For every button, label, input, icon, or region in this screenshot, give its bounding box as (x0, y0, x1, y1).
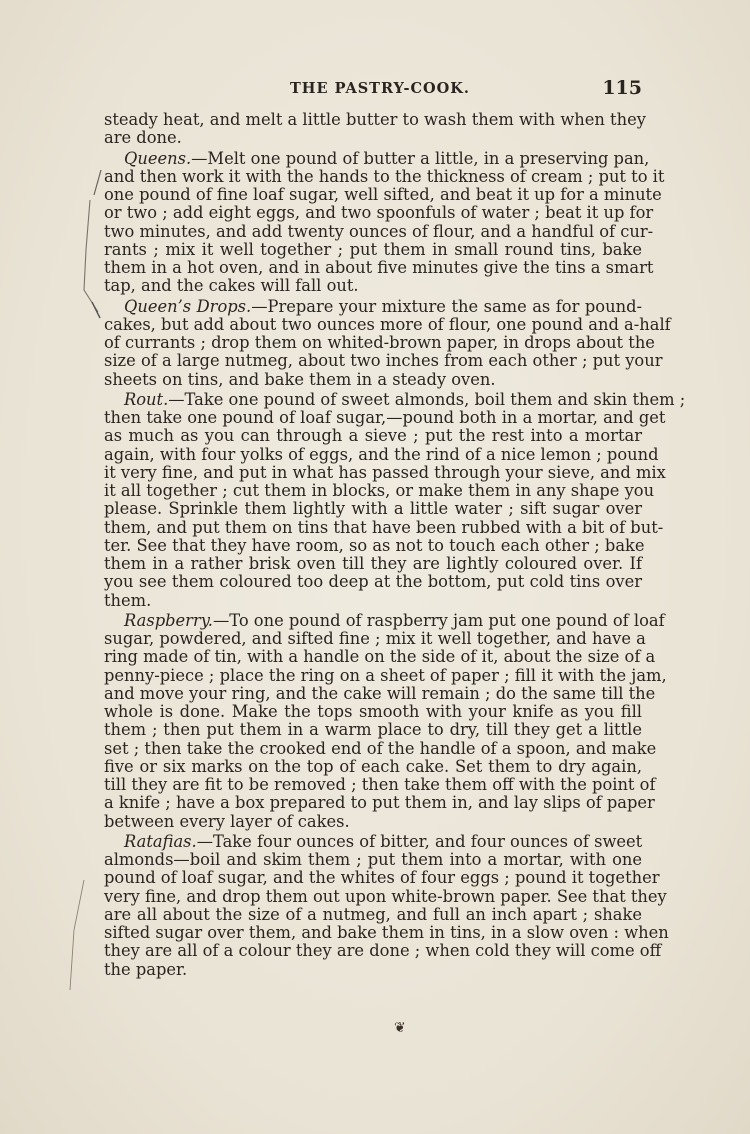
line-text: almonds—boil and skim them ; put them into a mortar, with one (104, 850, 642, 869)
line-text: they are all of a colour they are done ; when cold they will come off (104, 941, 662, 961)
text-line (104, 592, 642, 610)
text-line (104, 481, 655, 500)
line-text: two minutes, and add twenty ounces of flour, and a handful of cur- (104, 221, 654, 241)
footer-ornament: ❦ (394, 1020, 406, 1036)
text-line (104, 166, 665, 186)
paragraph (104, 148, 665, 296)
line-text: rants ; mix it well together ; put them in small round tins, bake (104, 239, 642, 259)
text-line (104, 241, 642, 259)
line-text: as much as you can through a sieve ; put the rest into a mortar (104, 426, 642, 446)
line-text: —Take one pound of sweet almonds, boil them and skin them ; (168, 389, 686, 409)
line-text: it all together ; cut them in blocks, or make them in any shape you (104, 481, 655, 500)
text-line (104, 427, 642, 445)
line-text: them, and put them on tins that have been rubbed with a bit of but- (104, 517, 664, 537)
line-text: then take one pound of loaf sugar,—pound both in a mortar, and get (104, 408, 666, 427)
text-line (104, 738, 657, 758)
text-line (104, 314, 671, 334)
line-text: ter. See that they have room, so as not to touch each other ; bake (104, 535, 645, 555)
paragraph (104, 389, 686, 610)
text-line (104, 721, 642, 739)
line-text: cakes, but add about two ounces more of flour, one pound and a-half (104, 314, 671, 334)
line-text: or two ; add eight eggs, and two spoonfuls of water ; beat it up for (104, 203, 654, 223)
line-text: size of a large nutmeg, about two inches from each other ; put your (104, 351, 663, 371)
line-text: —Melt one pound of butter a little, in a preserving pan, (191, 148, 650, 168)
line-text: and move your ring, and the cake will remain ; do the same till the (104, 683, 656, 703)
line-text: and then work it with the hands to the thickness of cream ; put to it (104, 166, 665, 186)
text-line (104, 833, 642, 851)
line-text: sifted sugar over them, and bake them in tins, in a slow oven : when (104, 923, 669, 942)
line-text: one pound of fine loaf sugar, well sifted, and beat it up for a minute (104, 185, 662, 204)
line-text: ring made of tin, with a handle on the side of it, about the size of a (104, 647, 656, 667)
text-line (104, 148, 650, 168)
text-line (104, 961, 642, 979)
text-line (104, 535, 645, 555)
page-number: 115 (602, 77, 642, 99)
line-text: a knife ; have a box prepared to put them in, and lay slips of paper (104, 793, 655, 813)
text-line (104, 868, 660, 888)
line-text: whole is done. Make the tops smooth with your knife as you fill (104, 702, 642, 721)
text-line (104, 573, 642, 591)
page-header (104, 77, 642, 101)
margin-bracket-mark (84, 200, 98, 312)
text-line (104, 610, 665, 630)
text-line (104, 941, 662, 961)
paragraph (104, 296, 671, 389)
text-line (104, 110, 646, 129)
text-line (104, 444, 659, 464)
text-line (104, 129, 642, 147)
line-text: —Take four ounces of bitter, and four ounces of sweet (196, 831, 643, 851)
text-line (104, 665, 667, 685)
line-text: steady heat, and melt a little butter to wash them with when they (104, 110, 646, 129)
text-line (104, 629, 646, 648)
text-line (104, 351, 663, 371)
line-text: the paper. (104, 959, 188, 979)
text-line (104, 517, 664, 537)
running-head: THE PASTRY-COOK. (290, 80, 470, 97)
margin-curve-mark (70, 880, 84, 990)
text-line (104, 647, 656, 667)
line-text: are all about the size of a nutmeg, and full an inch apart ; shake (104, 904, 642, 924)
text-line (104, 389, 686, 409)
text-line (104, 258, 654, 277)
text-line (104, 500, 642, 518)
line-text: —To one pound of raspberry jam put one pound of loaf (212, 610, 665, 630)
text-line (104, 683, 656, 703)
text-line (104, 462, 666, 482)
recipe-title: Ratafias. (124, 831, 197, 851)
recipe-title: Queen’s Drops. (124, 296, 252, 316)
text-line (104, 923, 669, 942)
text-line (104, 758, 642, 776)
text-line (104, 408, 666, 427)
text-line (104, 703, 642, 721)
recipe-title: Rout. (124, 389, 169, 409)
line-text: sheets on tins, and bake them in a steady oven. (104, 369, 496, 389)
text-line (104, 813, 642, 831)
line-text: penny-piece ; place the ring on a sheet of paper ; fill it with the jam, (104, 665, 667, 685)
text-line (104, 775, 656, 794)
line-text: again, with four yolks of eggs, and the rind of a nice lemon ; pound (104, 444, 659, 464)
line-text: —Prepare your mixture the same as for pound- (251, 296, 642, 316)
paragraph (104, 610, 667, 831)
line-text: very fine, and drop them out upon white-brown paper. See that they (104, 886, 667, 906)
recipe-title: Queens. (124, 148, 192, 168)
text-line (104, 277, 642, 295)
line-text: of currants ; drop them on whited-brown paper, in drops about the (104, 333, 655, 352)
line-text: between every layer of cakes. (104, 811, 350, 831)
text-line (104, 221, 654, 241)
line-text: five or six marks on the top of each cake. Set them to dry again, (104, 756, 642, 776)
line-text: tap, and the cakes will fall out. (104, 276, 359, 296)
line-text: them in a rather brisk oven till they are lightly coloured over. If (104, 554, 642, 573)
line-text: set ; then take the crooked end of the handle of a spoon, and make (104, 738, 657, 758)
line-text: sugar, powdered, and sifted fine ; mix it well together, and have a (104, 629, 646, 648)
line-text: it very fine, and put in what has passed through your sieve, and mix (104, 462, 666, 482)
paragraph (104, 831, 669, 979)
margin-check-mark (92, 302, 100, 318)
text-line (104, 906, 642, 924)
text-line (104, 298, 642, 316)
text-line (104, 371, 642, 389)
text-line (104, 851, 642, 869)
line-text: them in a hot oven, and in about five minutes give the tins a smart (104, 258, 654, 277)
text-line (104, 185, 662, 204)
text-line (104, 333, 655, 352)
line-text: them. (104, 590, 152, 610)
line-text: please. Sprinkle them lightly with a little water ; sift sugar over (104, 499, 642, 519)
text-line (104, 555, 642, 573)
page-body (104, 110, 686, 981)
line-text: them ; then put them in a warm place to dry, till they get a little (104, 720, 642, 740)
text-line (104, 793, 655, 813)
line-text: you see them coloured too deep at the bottom, put cold tins over (104, 572, 642, 592)
line-text: are done. (104, 128, 182, 148)
paragraph (104, 110, 646, 148)
text-line (104, 203, 654, 223)
line-text: till they are fit to be removed ; then take them off with the point of (104, 775, 656, 794)
margin-slash-mark (94, 170, 101, 195)
line-text: pound of loaf sugar, and the whites of four eggs ; pound it together (104, 868, 660, 888)
text-line (104, 886, 667, 906)
recipe-title: Raspberry. (124, 610, 213, 630)
